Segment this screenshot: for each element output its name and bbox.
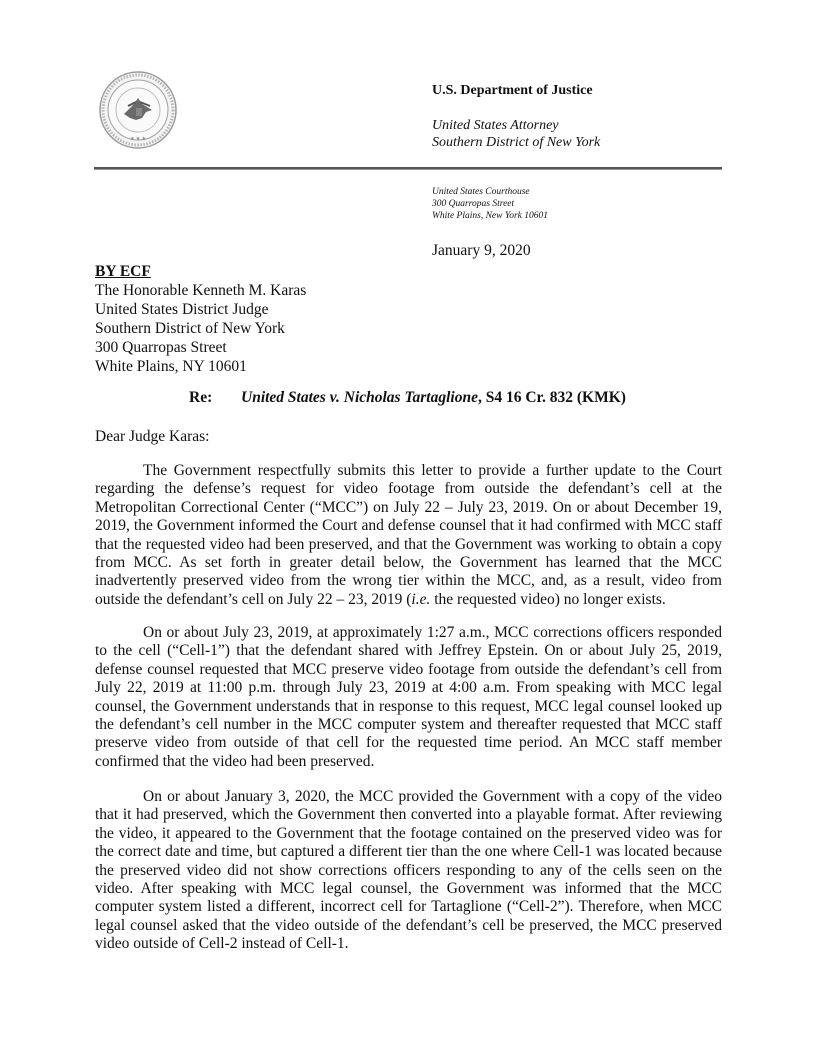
office-line: Southern District of New York — [432, 135, 601, 150]
paragraph-text: the requested video) no longer exists. — [430, 590, 666, 608]
office-address — [432, 186, 548, 222]
salutation: Dear Judge Karas: — [95, 428, 210, 445]
recipient-block — [95, 262, 306, 376]
body-paragraph: On or about January 3, 2020, the MCC provided the Government with a copy of the video that it had preserved, which the Government then converted into a playable format. After reviewing the video, it appeared to the Government that the footage contained on the preserved video was for the correct date and time, but captured a different tier than the one where Cell-1 was located because the preserved video did not show corrections officers responding to any of the cells seen on the video. After speaking with MCC legal counsel, the Government was informed that the MCC computer system listed a different, incorrect cell for Tartaglione (“Cell-2”). Therefore, when MCC legal counsel asked that the video outside of the defendant’s cell be preserved, the MCC preserved video outside of Cell-2 instead of Cell-1. — [95, 788, 722, 953]
body-paragraph: On or about July 23, 2019, at approximately 1:27 a.m., MCC corrections officers responded to the cell (“Cell-1”) that the defendant shared with Jeffrey Epstein. On or about July 25, 2019, defense counsel requested that MCC preserve video footage from outside the defendant’s cell from July 22, 2019 at 11:00 p.m. through July 23, 2019 at 4:00 a.m. From speaking with MCC legal counsel, the Government understands that in response to this request, MCC legal counsel looked up the defendant’s cell number in the MCC computer system and thereafter requested that MCC staff preserve video from outside of that cell for the requested time period. An MCC staff member confirmed that the video had been preserved. — [95, 624, 722, 770]
delivery-method: BY ECF — [95, 263, 151, 280]
body-paragraph — [95, 462, 722, 609]
case-number: , S4 16 Cr. 832 (KMK) — [477, 389, 626, 406]
office-name — [432, 117, 600, 151]
subject-line — [189, 389, 626, 407]
doj-seal-icon — [98, 70, 178, 150]
letter-date: January 9, 2020 — [432, 242, 531, 259]
address-line: White Plains, New York 10601 — [432, 211, 549, 221]
recipient-line: The Honorable Kenneth M. Karas — [95, 282, 307, 299]
case-name: United States v. Nicholas Tartaglione — [241, 389, 478, 406]
recipient-line: 300 Quarropas Street — [95, 339, 227, 356]
recipient-line: Southern District of New York — [95, 320, 285, 337]
department-name: U.S. Department of Justice — [432, 83, 593, 98]
paragraph-text: The Government respectfully submits this letter to provide a further update to the Court regarding the defense’s request for video footage from outside the defendant’s cell at the Metropolitan Correctional Center (“MCC”) on July 22 – July 23, 2019. On or about December 19, 2019, the Government informed the Court and defense counsel that it had confirmed with MCC staff that the requested video had been preserved, and that the Government was working to obtain a copy from MCC. As set forth in greater detail below, the Government has learned that the MCC inadvertently preserved video from the wrong tier within the MCC, and, as a result, video from outside the defendant’s cell on July 22 – 23, 2019 ( — [95, 462, 722, 608]
recipient-line: White Plains, NY 10601 — [95, 358, 247, 375]
address-line: 300 Quarropas Street — [432, 199, 515, 209]
svg-text:★ ★ ★: ★ ★ ★ — [130, 137, 146, 142]
subject-label: Re: — [189, 389, 213, 406]
paragraph-italic-text: i.e. — [411, 590, 431, 608]
recipient-line: United States District Judge — [95, 301, 269, 318]
letterhead-divider — [94, 167, 722, 170]
office-line: United States Attorney — [432, 118, 559, 133]
address-line: United States Courthouse — [432, 187, 530, 197]
